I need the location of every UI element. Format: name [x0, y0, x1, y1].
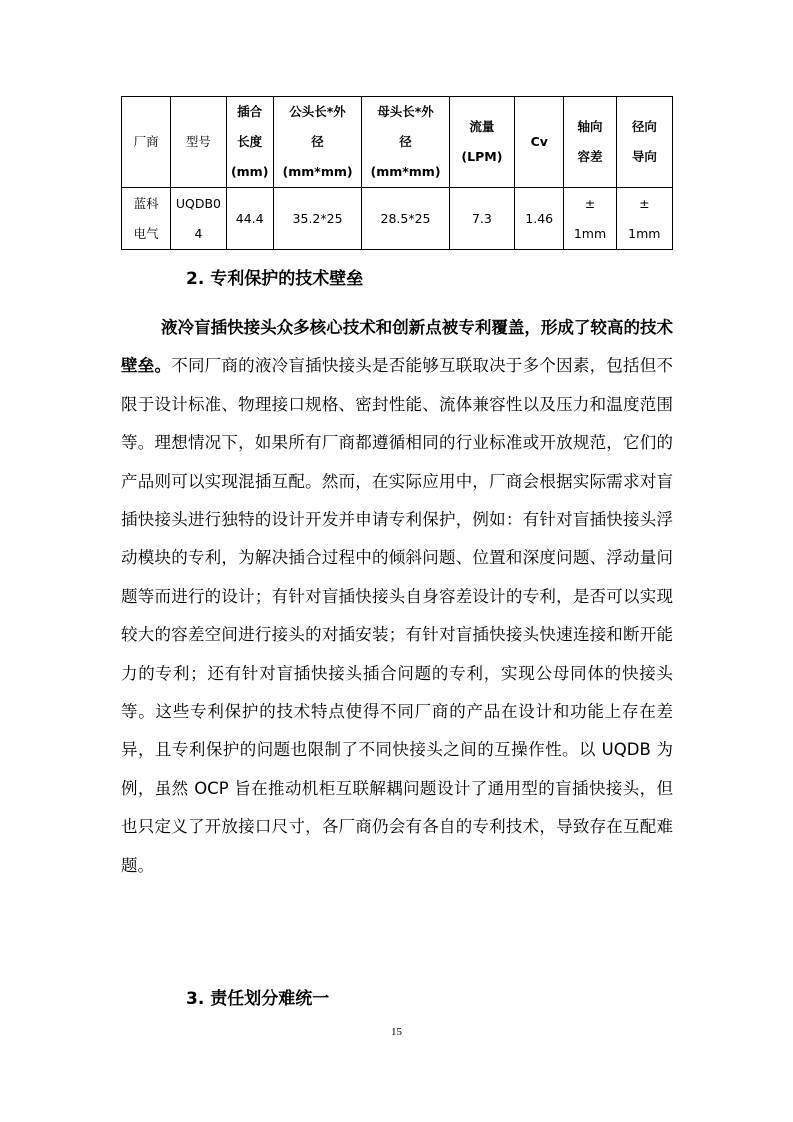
section-2-heading: 2. 专利保护的技术壁垒	[186, 269, 364, 289]
section-2-paragraph	[121, 309, 673, 885]
cell-female-size: 28.5*25	[362, 188, 449, 250]
header-vendor: 厂商	[122, 97, 171, 188]
section-3-heading: 3. 责任划分难统一	[186, 989, 330, 1009]
cell-mating-length: 44.4	[226, 188, 273, 250]
header-female-size: 母头长*外 径 (mm*mm)	[362, 97, 449, 188]
header-radial-guide: 径向 导向	[616, 97, 672, 188]
section-2-body-text: 不同厂商的液冷盲插快接头是否能够互联取决于多个因素，包括但不限于设计标准、物理接口规格、密封性能、流体兼容性以及压力和温度范围等。理想情况下，如果所有厂商都遵循相同的行业标准或开放规范，它们的产品则可以实现混插互配。然而，在实际应用中，厂商会根据实际需求对盲插快接头进行独特的设计开发并申请专利保护，例如：有针对盲插快接头浮动模块的专利，为解决插合过程中的倾斜问题、位置和深度问题、浮动量问题等而进行的设计；有针对盲插快接头自身容差设计的专利，是否可以实现较大的容差空间进行接头的对插安装；有针对盲插快接头快速连接和断开能力的专利；还有针对盲插快接头插合问题的专利，实现公母同体的快接头等。这些专利保护的技术特点使得不同厂商的产品在设计和功能上存在差异，且专利保护的问题也限制了不同快接头之间的互操作性。以 UQDB 为例，虽然 OCP 旨在推动机柜互联解耦问题设计了通用型的盲插快接头，但也只定义了开放接口尺寸，各厂商仍会有各自的专利技术，导致存在互配难题。	[121, 356, 673, 875]
table-header-row	[122, 97, 673, 188]
cell-model: UQDB0 4	[171, 188, 226, 250]
header-cv: Cv	[515, 97, 564, 188]
cell-male-size: 35.2*25	[273, 188, 361, 250]
header-axial-tolerance: 轴向 容差	[564, 97, 616, 188]
header-flow: 流量 (LPM)	[449, 97, 514, 188]
section-2-lead-sentence: 液冷盲插快接头众多核心技术和创新点被专利覆盖，形成了较高的技术壁垒。	[121, 318, 673, 376]
cell-axial-tolerance: ± 1mm	[564, 188, 616, 250]
header-model: 型号	[171, 97, 226, 188]
cell-cv: 1.46	[515, 188, 564, 250]
header-mating-length: 插合 长度 (mm)	[226, 97, 273, 188]
cell-vendor: 蓝科 电气	[122, 188, 171, 250]
cell-radial-guide: ± 1mm	[616, 188, 672, 250]
header-male-size: 公头长*外 径 (mm*mm)	[273, 97, 361, 188]
connector-spec-table	[121, 96, 673, 250]
page-number: 15	[391, 1026, 402, 1038]
cell-flow: 7.3	[449, 188, 514, 250]
table-row	[122, 188, 673, 250]
